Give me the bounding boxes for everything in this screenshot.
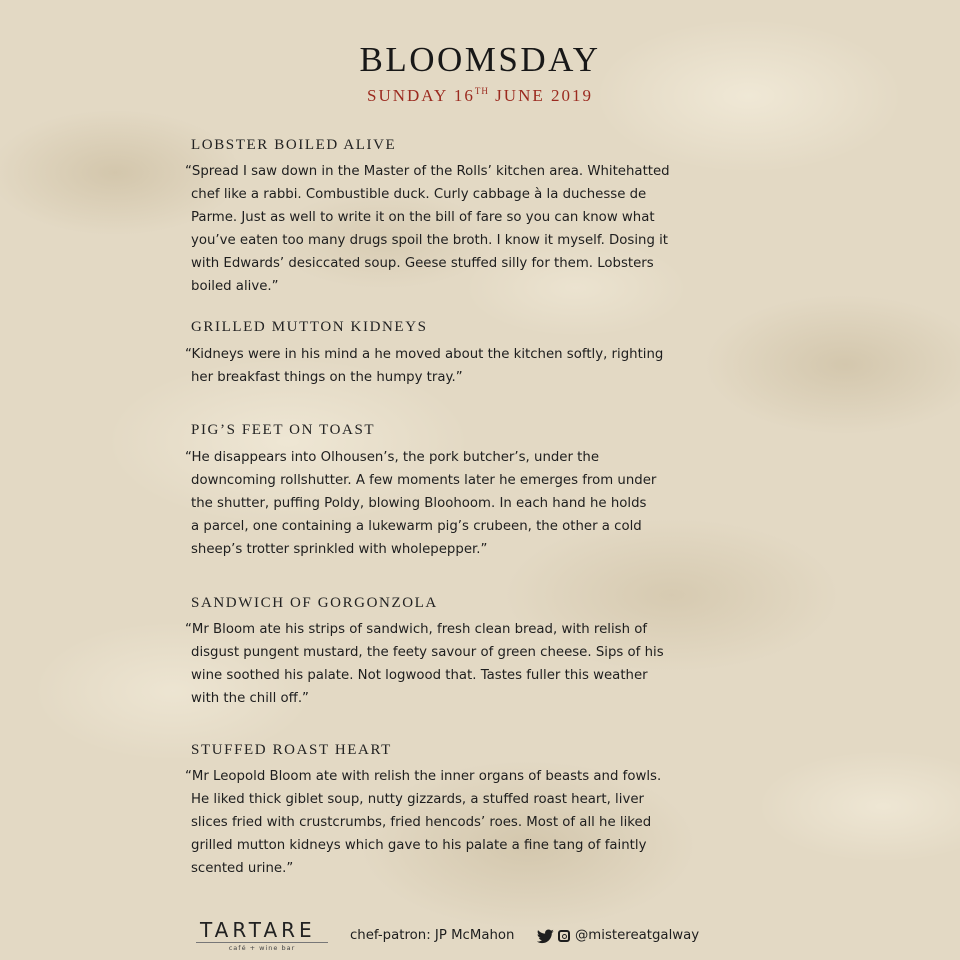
date-superscript: TH [474,86,489,96]
quote-line: you’ve eaten too many drugs spoil the broth. I know it myself. Dosing it [191,233,669,248]
quote-line: scented urine.” [191,861,294,876]
date-suffix: JUNE 2019 [495,86,593,105]
quote-line: He liked thick giblet soup, nutty gizzards, a stuffed roast heart, liver [191,792,644,807]
section-heading: LOBSTER BOILED ALIVE [191,137,397,153]
quote-line: “Spread I saw down in the Master of the Rolls’ kitchen area. Whitehatted [185,164,670,179]
quote-line: with Edwards’ desiccated soup. Geese stuffed silly for them. Lobsters [191,256,654,271]
quote-line: chef like a rabbi. Combustible duck. Curly cabbage à la duchesse de [191,187,647,202]
section-heading: STUFFED ROAST HEART [191,742,392,758]
quote-line: with the chill off.” [191,691,309,706]
instagram-icon[interactable] [558,930,570,942]
quote-line: sheep’s trotter sprinkled with wholepepper.” [191,542,488,557]
event-date [0,86,960,106]
section-heading: GRILLED MUTTON KIDNEYS [191,319,428,335]
logo-subtitle: café + wine bar [228,944,296,952]
quote-line: disgust pungent mustard, the feety savour of green cheese. Sips of his [191,645,664,660]
quote-line: grilled mutton kidneys which gave to his palate a fine tang of faintly [191,838,647,853]
quote-line: boiled alive.” [191,279,279,294]
social-handle[interactable]: @mistereatgalway [575,928,700,943]
page-title: BLOOMSDAY [359,40,601,79]
quote-line: her breakfast things on the humpy tray.” [191,370,463,385]
section-heading: SANDWICH OF GORGONZOLA [191,595,438,611]
quote-line: the shutter, puffing Poldy, blowing Bloohoom. In each hand he holds [191,496,647,511]
quote-line: “He disappears into Olhousen’s, the pork butcher’s, under the [185,450,600,465]
chef-credit: chef-patron: JP McMahon [350,928,515,943]
quote-line: downcoming rollshutter. A few moments later he emerges from under [191,473,657,488]
quote-line: “Mr Bloom ate his strips of sandwich, fresh clean bread, with relish of [185,622,648,637]
quote-line: wine soothed his palate. Not logwood that. Tastes fuller this weather [191,668,648,683]
quote-line: slices fried with crustcrumbs, fried hencods’ roes. Most of all he liked [191,815,652,830]
twitter-icon[interactable] [537,929,554,944]
section-quote [185,618,745,710]
quote-line: “Mr Leopold Bloom ate with relish the inner organs of beasts and fowls. [185,769,662,784]
section-quote [185,765,745,880]
quote-line: a parcel, one containing a lukewarm pig’s crubeen, the other a cold [191,519,642,534]
section-quote [185,446,745,561]
logo-divider [196,942,328,943]
quote-line: Parme. Just as well to write it on the bill of fare so you can know what [191,210,655,225]
section-quote [185,343,745,389]
date-prefix: SUNDAY 16 [367,86,475,105]
section-quote [185,160,745,298]
quote-line: “Kidneys were in his mind a he moved about the kitchen softly, righting [185,347,664,362]
section-heading: PIG’S FEET ON TOAST [191,422,376,438]
tartare-logo: TARTARE [200,918,316,942]
